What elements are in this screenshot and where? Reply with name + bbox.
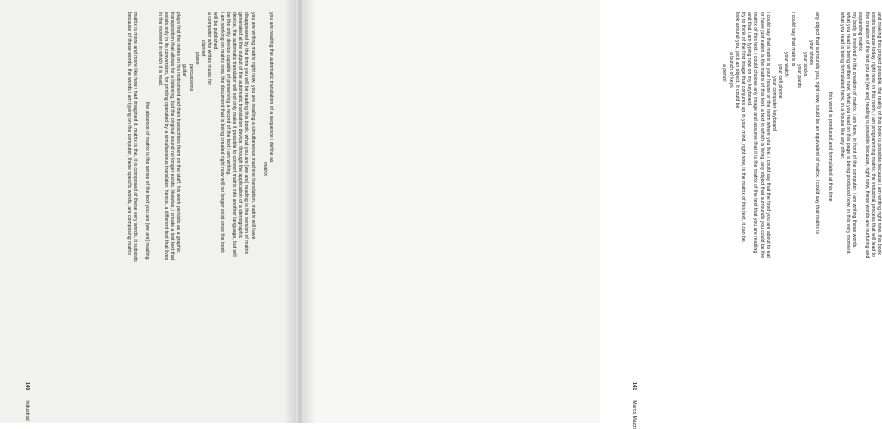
page-number: 141 (631, 382, 637, 391)
text-line: any object that surrounds you, right now, could be an equivalent of matrix. i could say that matrix is (814, 12, 821, 234)
text-line: will be published. (212, 12, 219, 51)
page-folio (631, 382, 637, 429)
text-line: what you read is being written now; what you read on this page is being produced now, in this very moment. (844, 12, 851, 255)
text-line: i could say that matrix is (789, 12, 796, 67)
text-line: your cell phone (777, 64, 784, 99)
text-line: the absence of matrix is the sense of the text you are [we are] reading (144, 102, 151, 260)
text-line: plays first the notes on his instrument and then transcribes them on the staff. his work persists as a graphic (175, 12, 182, 253)
text-line: percussions (187, 64, 194, 92)
text-line: exists because today, right now, in this room, i am programming matrix: the industrial process that will lead to (869, 12, 876, 257)
text-line: i am working on matrix now, the document that is being created right now will no longer exist once the book (218, 12, 225, 253)
text-line: a computer who writes music for (206, 12, 213, 86)
text-line: be the only device capable of preserving a record of the text i am writing. (224, 12, 231, 176)
text-line: your computer keyboard (770, 76, 777, 131)
left-page (0, 0, 296, 423)
text-line: because of these words. the words i am typing on the computer, these specific words, are composing matrix (125, 12, 132, 255)
text-line: exists only in its conversion, for printing operated by a simultaneous translator. hence, a different text that lives (162, 12, 169, 261)
text-line: and that i am typing now on my keyboard. (746, 12, 753, 107)
text-line: look around you, pick an object, it could be (733, 12, 740, 109)
text-line: try to think of the first image that conjures up in your mind, right now, is the matrix of this text. it can be. (739, 12, 746, 244)
text-line: this word is produced and formulated at this time (826, 92, 833, 202)
right-page-text (622, 12, 882, 404)
text-line: you are writing matrix right now. you are reading a simultaneous machine translation. matrix will have (249, 12, 256, 240)
book-gutter (284, 0, 316, 423)
text-line: your pants (795, 64, 802, 88)
text-line: my body is involved in the creation of matrix. i am here, in front of the computer. i am writing these words. (851, 12, 858, 249)
text-line: expanding matrix (857, 12, 864, 51)
text-line: the creation of the text you are [we are] reading is possible because, right now, these words are nurturing and (863, 12, 870, 259)
page-number: 140 (24, 382, 30, 391)
text-line: piano (193, 52, 200, 65)
left-page-text (14, 12, 274, 404)
text-line: guitar (181, 64, 188, 77)
text-line: your shoes (808, 40, 815, 65)
text-line: a bunch of keys (727, 52, 734, 88)
right-page (304, 0, 882, 429)
page-folio (24, 382, 30, 421)
text-line: you are reading the automatic translation of a sequence i define as (268, 12, 274, 163)
text-line: i could say that matrix is your house or the room where you live. i could say that the food you are about to eat (764, 12, 771, 258)
text-line: your socks (801, 52, 808, 77)
text-line: what you read is being formulated here, in a house like any other. (838, 12, 845, 160)
text-line: transposition that allows for a listening, but the original sound no longer exists. likewise, i create a lost text that (168, 12, 175, 261)
running-title: Industrial (24, 400, 30, 421)
text-line: and making this project possible. the reality of this book is possible because i am writing right now. this book (876, 12, 882, 255)
text-line: disappeared by the time you will be reading this book. what you are [we are] reading is the version of matrix (243, 12, 250, 255)
text-line: or have just eaten is the matrix of this text. a text in which is living. any object that surrounds you could be the (758, 12, 765, 259)
text-line: in the moment in which it is read. (156, 12, 163, 87)
text-line: a pencil (721, 64, 728, 82)
text-line: clarinet (199, 40, 206, 57)
text-line: generated at the output of the automatic translation device. through the application of a stenographic (237, 12, 244, 239)
text-line: device, the automatic translator will not only make it possible to convert matrix into another language, but will (230, 12, 237, 257)
text-line: matrix (261, 162, 268, 176)
text-line: your watch (783, 52, 790, 77)
text-line: matrix of this text. i could choose any image and assume that it is the matrix of the text that you are reading (752, 12, 759, 254)
running-title: Marco Mazzi (631, 400, 637, 429)
text-line: matrix is more and more like how i had imagined it. matrix is the, it is composed of these very words, it subsists (132, 12, 139, 262)
